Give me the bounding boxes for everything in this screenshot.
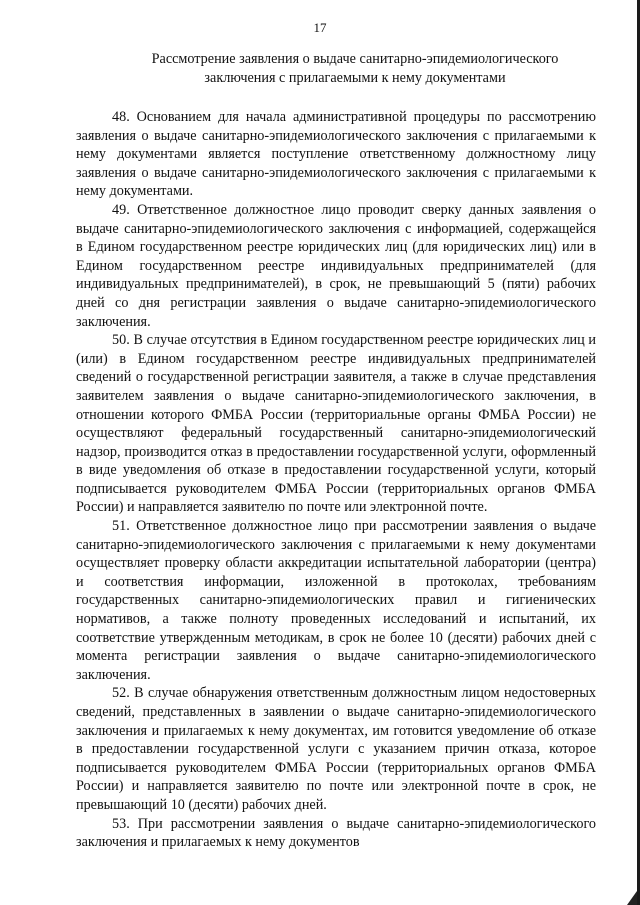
page-number: 17 (313, 20, 327, 35)
paragraph-text: Основанием для начала административной процедуры по рассмотрению заявления о выдаче санитарно-эпидемиологического заключения с прилагаемыми к нему документами является поступление ответственному должностному лицу заявления о выдаче санитарно-эпидемиологического заключения с прилагаемыми к нему документами. (76, 109, 596, 200)
paragraph-51 (76, 517, 596, 684)
paragraph-number: 50. (112, 332, 130, 349)
paragraph-49 (76, 201, 596, 331)
document-body (76, 108, 596, 852)
paragraph-52 (76, 684, 596, 814)
paragraph-text: Ответственное должностное лицо проводит сверку данных заявления о выдаче санитарно-эпидемиологического заключения с информацией, содержащейся в Едином государственном реестре юридических лиц (для юридических лиц) или в Едином государственном реестре индивидуальных предпринимателей (для индивидуальных предпринимателей), в срок, не превышающий 5 (пяти) рабочих дней со дня регистрации заявления о выдаче санитарно-эпидемиологического заключения. (76, 201, 596, 330)
paragraph-number: 53. (112, 815, 130, 832)
section-heading (120, 50, 590, 88)
paragraph-text: При рассмотрении заявления о выдаче санитарно-эпидемиологического заключения и прилагаемых к нему документов (76, 815, 597, 851)
paragraph-number: 51. (112, 518, 130, 535)
paragraph-number: 48. (112, 109, 130, 125)
paragraph-number: 52. (112, 685, 130, 702)
paragraph-53 (76, 815, 596, 852)
section-heading-line-1: Рассмотрение заявления о выдаче санитарно-эпидемиологического (151, 51, 559, 67)
section-heading-line-2: заключения с прилагаемыми к нему документами (204, 70, 506, 86)
paragraph-text: Ответственное должностное лицо при рассмотрении заявления о выдаче санитарно-эпидемиологического заключения с прилагаемыми к нему документами осуществляет проверку области аккредитации испытательной лаборатории (центра) и соответствия информации, изложенной в протоколах, требованиям государственных санитарно-эпидемиологических правил и гигиенических нормативов, а также полноту проведенных исследований и испытаний, их соответствие утвержденным методикам, в срок не более 10 (десяти) рабочих дней с момента регистрации заявления о выдаче санитарно-эпидемиологического заключения. (76, 518, 597, 683)
scan-corner-mark (627, 891, 637, 905)
paragraph-48 (76, 108, 596, 201)
paragraph-text: В случае обнаружения ответственным должностным лицом недостоверных сведений, представленных в заявлении о выдаче санитарно-эпидемиологического заключения и прилагаемых к нему документах, им готовится уведомление об отказе в предоставлении государственной услуги с указанием причин отказа, которое подписывается руководителем ФМБА России (территориальных органов ФМБА России) и направляется заявителю по почте или электронной почте в срок, не превышающий 10 (десяти) рабочих дней. (76, 685, 597, 813)
paragraph-text: В случае отсутствия в Едином государственном реестре юридических лиц и (или) в Едином государственном реестре индивидуальных предпринимателей сведений о государственной регистрации заявителя, а также в случае представления заявителем заявления о выдаче санитарно-эпидемиологического заключения, в отношении которого ФМБА России (территориальные органы ФМБА России) не осуществляют федеральный государственный санитарно-эпидемиологический надзор, производится отказ в предоставлении государственной услуги, оформленный в виде уведомления об отказе в предоставлении государственной услуги, который подписывается руководителем ФМБА России (территориальных органов ФМБА России) и направляется заявителю по почте или электронной почте. (76, 332, 597, 516)
paragraph-number: 49. (112, 201, 130, 218)
paragraph-50 (76, 331, 596, 517)
